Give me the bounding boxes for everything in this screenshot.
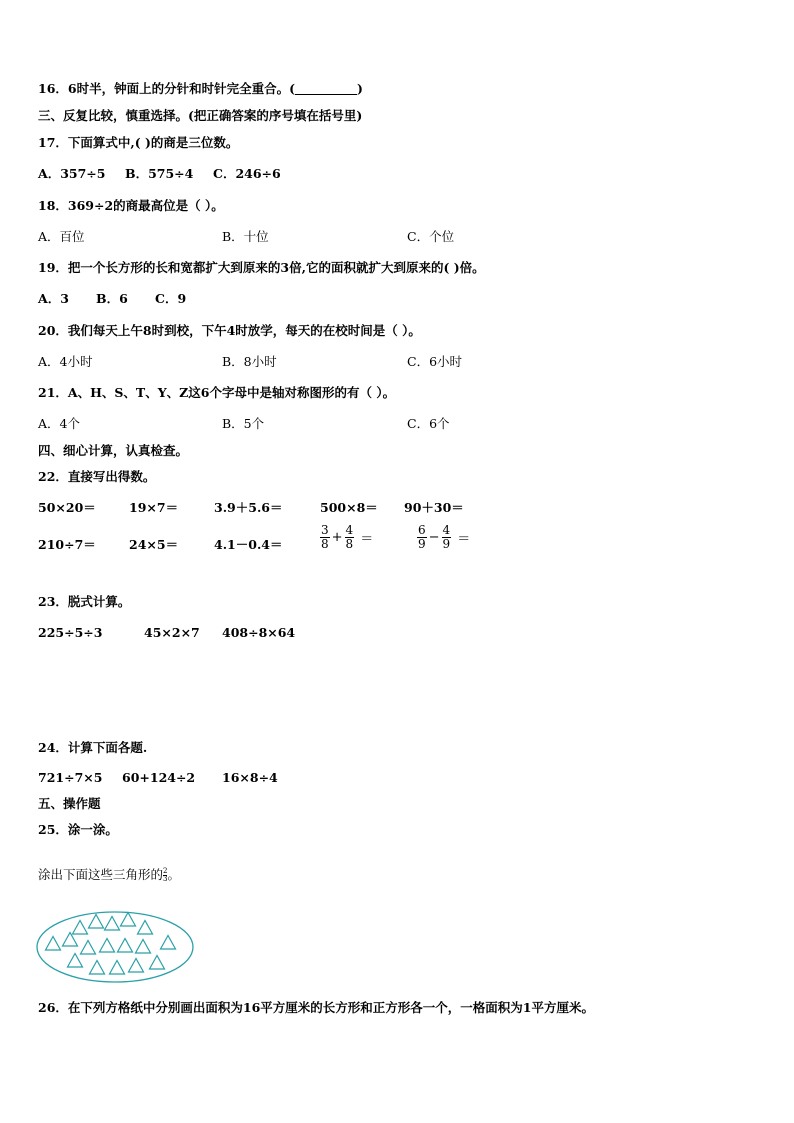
fraction: 2 3	[163, 866, 168, 883]
triangle-shape[interactable]	[100, 939, 115, 953]
question-16	[38, 81, 363, 97]
triangle-shape[interactable]	[73, 921, 88, 935]
answer-blank[interactable]	[295, 82, 357, 95]
question-24: 24．计算下面各题.	[38, 740, 148, 755]
triangle-shape[interactable]	[118, 939, 133, 953]
calc-item: 225÷5÷3	[38, 625, 103, 640]
equals: ＝	[457, 532, 471, 547]
triangle-shape[interactable]	[81, 941, 96, 955]
triangle-shape[interactable]	[161, 936, 176, 950]
fraction-expression-2	[417, 524, 472, 551]
fraction: $\frac{3}{8}$	[321, 523, 329, 551]
calc-item: 45×2×7	[144, 625, 200, 640]
q18-option-b[interactable]: B．十位	[222, 229, 269, 244]
calc-item: 4.1－0.4＝	[214, 537, 283, 552]
q21-option-a[interactable]: A．4个	[38, 416, 80, 431]
q20-option-a[interactable]: A．4小时	[38, 354, 93, 369]
close-paren: )	[357, 81, 363, 96]
triangle-shape[interactable]	[150, 956, 165, 970]
calc-item: 500×8＝	[320, 500, 378, 515]
fraction: $\frac{4}{9}$	[442, 523, 451, 551]
question-21: 21．A、H、S、T、Y、Z这6个字母中是轴对称图形的有（ ）。	[38, 385, 396, 400]
operator: +	[331, 530, 343, 545]
question-17: 17．下面算式中,( )的商是三位数。	[38, 135, 239, 150]
question-22: 22．直接写出得数。	[38, 469, 156, 484]
section-4-heading: 四、细心计算，认真检查。	[38, 443, 189, 458]
triangle-shape[interactable]	[89, 915, 104, 929]
section-5-heading: 五、操作题	[38, 796, 101, 811]
q18-option-a[interactable]: A．百位	[38, 229, 85, 244]
q17-option-c[interactable]: C．246÷6	[213, 166, 281, 181]
calc-item: 24×5＝	[129, 537, 179, 552]
calc-item: 90＋30＝	[404, 500, 464, 515]
triangle-oval-figure[interactable]	[35, 910, 199, 986]
triangle-shape[interactable]	[90, 961, 105, 975]
calc-item: 50×20＝	[38, 500, 96, 515]
q18-option-c[interactable]: C．个位	[407, 229, 455, 244]
q19-option-b[interactable]: B．6	[96, 291, 128, 306]
operator: −	[428, 530, 440, 545]
q21-option-b[interactable]: B．5个	[222, 416, 265, 431]
calc-item: 16×8÷4	[222, 770, 278, 785]
triangle-shape[interactable]	[121, 913, 136, 927]
question-20: 20．我们每天上午8时到校，下午4时放学，每天的在校时间是（ ）。	[38, 323, 421, 338]
calc-item: 3.9＋5.6＝	[214, 500, 283, 515]
q20-option-b[interactable]: B．8小时	[222, 354, 277, 369]
q17-option-b[interactable]: B．575÷4	[125, 166, 194, 181]
question-23: 23．脱式计算。	[38, 594, 131, 609]
calc-item: 721÷7×5	[38, 770, 103, 785]
calc-item: 210÷7＝	[38, 537, 96, 552]
triangle-shape[interactable]	[110, 961, 125, 975]
triangle-shape[interactable]	[105, 917, 120, 931]
q19-option-a[interactable]: A．3	[38, 291, 69, 306]
section-3-heading: 三、反复比较，慎重选择。(把正确答案的序号填在括号里)	[38, 108, 363, 123]
triangle-shape[interactable]	[68, 954, 83, 968]
question-18: 18．369÷2的商最高位是（ ）。	[38, 198, 224, 213]
calc-item: 60+124÷2	[122, 770, 196, 785]
question-19: 19．把一个长方形的长和宽都扩大到原来的3倍,它的面积就扩大到原来的( )倍。	[38, 260, 485, 275]
triangle-shape[interactable]	[136, 940, 151, 954]
triangle-shape[interactable]	[138, 921, 153, 935]
fraction: $\frac{6}{9}$	[418, 523, 426, 551]
calc-item: 408÷8×64	[222, 625, 296, 640]
question-26: 26．在下列方格纸中分别画出面积为16平方厘米的长方形和正方形各一个，一格面积为1平方厘米。	[38, 1000, 594, 1015]
triangle-shape[interactable]	[129, 959, 144, 973]
calc-item: 19×7＝	[129, 500, 179, 515]
equals: ＝	[360, 532, 374, 547]
question-16-text: 16．6时半，钟面上的分针和时针完全重合。(	[38, 81, 296, 96]
q19-option-c[interactable]: C．9	[155, 291, 187, 306]
fraction: $\frac{4}{8}$	[345, 523, 354, 551]
triangle-shape[interactable]	[46, 937, 61, 951]
q20-option-c[interactable]: C．6小时	[407, 354, 463, 369]
q25-instruction: 涂出下面这些三角形的 2 3 。	[38, 866, 180, 883]
q17-option-a[interactable]: A．357÷5	[38, 166, 106, 181]
q21-option-c[interactable]: C．6个	[407, 416, 450, 431]
fraction-expression-1	[320, 524, 375, 551]
question-25: 25．涂一涂。	[38, 822, 118, 837]
